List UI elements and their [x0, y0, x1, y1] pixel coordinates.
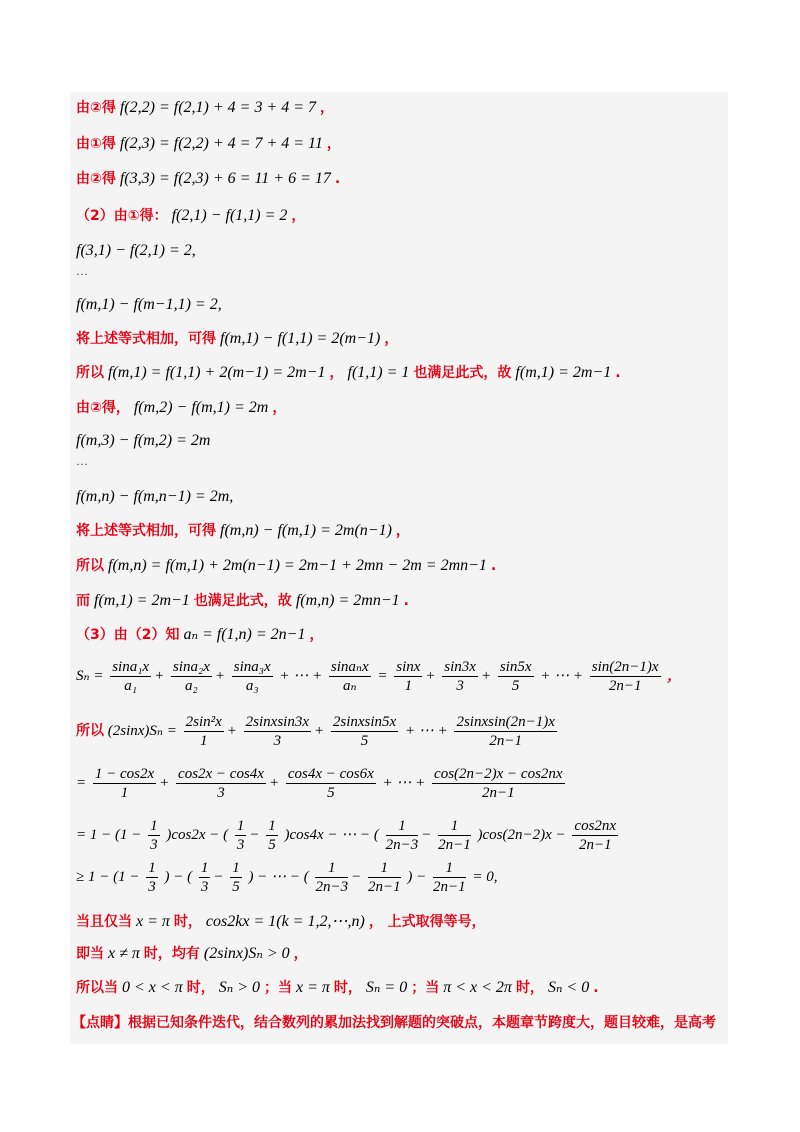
label: （2）由①得： — [76, 208, 168, 224]
fraction — [454, 713, 556, 750]
line-2 — [76, 133, 341, 155]
label: 也满足此式，故 — [193, 593, 292, 609]
numerator: 1 — [200, 860, 209, 876]
denominator: aₙ — [342, 678, 357, 694]
denominator: 1 — [404, 678, 413, 694]
label: 所以 — [76, 558, 104, 574]
fraction — [331, 713, 398, 750]
formula: x ≠ π — [108, 945, 140, 962]
formula: 0 < x < π — [122, 979, 183, 996]
label: 由②得 — [76, 100, 116, 116]
formula: f(m,n) − f(m,1) = 2m(n−1) — [220, 522, 392, 539]
denominator: 2n−1 — [438, 837, 471, 853]
numerator: sinx — [396, 659, 421, 675]
label: 当且仅当 — [76, 914, 132, 930]
line-15 — [76, 624, 323, 646]
fraction — [394, 658, 422, 695]
punct: . — [334, 171, 341, 187]
label: 即当 — [76, 946, 104, 962]
denominator: 5 — [327, 785, 335, 801]
label: 时， — [333, 980, 362, 996]
fraction — [433, 859, 466, 896]
line-6 — [76, 294, 222, 316]
formula: x = π — [136, 913, 170, 930]
fraction — [232, 658, 273, 695]
ellipsis-1: … — [76, 264, 89, 278]
denominator: 3 — [200, 879, 209, 895]
formula: f(m,n) = f(m,1) + 2m(n−1) = 2m−1 + 2mn − 2m = 2mn−1 — [108, 557, 487, 574]
numerator: sina₁x — [112, 659, 150, 675]
numerator: 1 — [150, 818, 158, 834]
numerator: 2sinxsin5x — [332, 714, 397, 730]
denominator: a₁ — [124, 678, 137, 694]
fraction — [315, 859, 348, 896]
formula: f(m,1) = 2m−1 — [515, 364, 612, 381]
line-23-comment — [72, 1012, 716, 1034]
fraction — [572, 817, 618, 854]
label: ；当 — [411, 980, 440, 996]
line-3 — [76, 168, 340, 190]
formula-2sinx-sn: 所以 (2sinx)Sₙ = $\frac{\text{2sin²x}}{1}$ + $\frac{\text{2sinxsin3x}}{3}$ + $\frac{\text{2sinxsin5x}}{5}$ + ⋯ + $\frac{\text{2sinxsin(2n−1)x}}{2n-1}$ — [76, 714, 555, 749]
formula: (2sinx)Sₙ > 0 — [203, 945, 290, 962]
numerator: 2sinxsin(2n−1)x — [456, 714, 555, 730]
formula-part: Sₙ = — [76, 667, 104, 684]
line-1 — [76, 97, 334, 119]
formula-part: + ⋯ + — [279, 667, 323, 684]
formula-part: )cos2x − ( — [166, 826, 229, 843]
denominator: 3 — [456, 678, 464, 694]
numerator: cos(2n−2)x − cos2nx — [434, 766, 563, 782]
numerator: 1 — [438, 817, 471, 836]
numerator: sin5x — [499, 659, 532, 675]
denominator: 3 — [273, 733, 282, 749]
punct: . — [403, 593, 409, 609]
formula: Sₙ < 0 — [547, 979, 590, 996]
punct: ， — [667, 667, 682, 684]
formula: aₙ = f(1,n) = 2n−1 — [183, 626, 306, 643]
numerator: 1 — [232, 860, 240, 876]
numerator: 1 — [236, 818, 245, 834]
label: 时， — [515, 980, 544, 996]
numerator: cos4x − cos6x — [287, 766, 374, 782]
denominator: 1 — [120, 785, 129, 801]
formula-part: )cos4x − ⋯ − ( — [284, 826, 379, 843]
fraction — [93, 765, 156, 802]
numerator: 1 — [268, 818, 276, 834]
numerator: 1 — [148, 860, 156, 876]
line-8 — [76, 362, 621, 384]
label: 时， — [173, 914, 202, 930]
fraction — [244, 713, 311, 750]
line-10 — [76, 430, 210, 452]
formula: f(2,3) = f(2,2) + 4 = 7 + 4 = 11 — [119, 135, 323, 152]
numerator: cos2x − cos4x — [178, 766, 264, 782]
denominator: 2n−1 — [432, 879, 466, 895]
numerator: sina₂x — [172, 659, 210, 675]
fraction — [230, 859, 242, 896]
line-14 — [76, 590, 409, 612]
numerator: sinaₙx — [330, 659, 369, 675]
numerator: 1 — [433, 859, 466, 878]
numerator: 2sin²x — [185, 714, 222, 730]
formula: f(m,n) = 2mn−1 — [295, 592, 400, 609]
label: 由②得 — [76, 171, 116, 187]
numerator: sin3x — [444, 659, 476, 675]
label: 也满足此式，故 — [413, 365, 512, 381]
ellipsis-2: … — [76, 454, 89, 468]
formula-part: + ⋯ + — [404, 722, 448, 739]
fraction — [176, 765, 266, 802]
line-22 — [76, 977, 599, 999]
formula: f(2,2) = f(2,1) + 4 = 3 + 4 = 7 — [119, 99, 317, 116]
comment-text: 【点睛】根据已知条件迭代，结合数列的累加法找到解题的突破点，本题章节跨度大，题目较难，是高考 — [72, 1015, 716, 1031]
denominator: 3 — [236, 837, 245, 853]
formula-part: ≥ 1 − (1 − — [76, 868, 140, 885]
formula: Sₙ > 0 — [218, 979, 260, 996]
punct: . — [615, 365, 621, 381]
label: 由②得， — [76, 400, 130, 416]
fraction — [148, 817, 160, 854]
formula: f(1,1) = 1 — [347, 364, 410, 381]
label: 时，均有 — [143, 946, 200, 962]
denominator: 2n−3 — [385, 837, 419, 853]
formula-regroup: = 1 − (1 − $\frac{1}{3}$ )cos2x − ( $\frac{1}{3}$ − $\frac{1}{5}$ )cos4x − ⋯ − ( $\frac{1}{2n-3}$ − $\frac{1}{2n-1}$ )cos(2n−2)x − $\frac{\cos 2nx}{2n-1}$ — [76, 818, 617, 853]
numerator: 1 − cos2x — [94, 766, 155, 782]
formula: f(m,1) − f(m−1,1) = 2, — [76, 296, 222, 313]
denominator: 1 — [199, 733, 208, 749]
punct: ， — [272, 400, 287, 416]
punct: ， — [320, 100, 335, 116]
formula-part: ) − ⋯ − ( — [248, 868, 309, 885]
fraction — [171, 658, 212, 695]
formula: cos2kx = 1(k = 1,2,⋯,n) — [205, 913, 365, 930]
denominator: 5 — [511, 678, 520, 694]
formula-part: + ⋯ + — [540, 667, 584, 684]
label: （3）由（2）知 — [76, 627, 180, 643]
punct: ， — [326, 136, 341, 152]
line-9 — [76, 397, 286, 419]
line-13 — [76, 555, 496, 577]
formula-inequality: ≥ 1 − (1 − $\frac{1}{3}$ ) − ( $\frac{1}{3}$ − $\frac{1}{5}$ ) − ⋯ − ( $\frac{1}{2n-3}$ − $\frac{1}{2n-1}$ ) − $\frac{1}{2n-1}$ = 0, — [76, 860, 498, 895]
fraction — [432, 765, 565, 802]
label: 所以当 — [76, 980, 118, 996]
denominator: a₃ — [245, 678, 259, 694]
fraction — [590, 658, 661, 695]
punct: ， — [291, 208, 306, 224]
label: ， 上式取得等号， — [368, 914, 486, 930]
line-21 — [76, 943, 308, 965]
formula-part: (2sinx)Sₙ = — [107, 722, 177, 739]
formula: f(m,1) − f(1,1) = 2(m−1) — [220, 330, 381, 347]
label: 所以 — [76, 722, 104, 739]
formula-part: = — [377, 667, 388, 684]
fraction — [498, 658, 534, 695]
denominator: 2n−1 — [367, 879, 401, 895]
denominator: 3 — [148, 879, 156, 895]
fraction — [184, 713, 224, 750]
numerator: 1 — [386, 817, 419, 836]
numerator: 2sinxsin3x — [245, 714, 309, 730]
fraction — [235, 817, 247, 854]
punct: . — [593, 980, 599, 996]
formula: f(m,n) − f(m,n−1) = 2m, — [76, 488, 234, 505]
punct: . — [490, 558, 497, 574]
formula-part: ) − — [407, 868, 427, 885]
punct: ， — [309, 627, 324, 643]
fraction — [442, 658, 478, 695]
formula-part: ) − ( — [164, 868, 193, 885]
formula: π < x < 2π — [443, 979, 512, 996]
line-5 — [76, 240, 196, 262]
formula: f(3,1) − f(2,1) = 2, — [76, 242, 196, 259]
label: ；当 — [264, 980, 292, 996]
denominator: 5 — [232, 879, 240, 895]
fraction — [286, 765, 376, 802]
formula: f(m,3) − f(m,2) = 2m — [76, 432, 211, 449]
fraction — [110, 658, 151, 695]
denominator: 5 — [360, 733, 369, 749]
formula-sn-sum: Sₙ = $\frac{\text{sina₁x}}{\text{a₁}}$ + $\frac{\text{sina₂x}}{\text{a₂}}$ + $\frac{\text{sina₃x}}{\text{a₃}}$ + ⋯ + sinaₙx aₙ = $\frac{\sin x}{1}$ + $\frac{\sin 3x}{3}$ + $\frac{\sin 5x}{5}$ + ⋯ + $\frac{\sin(2n-1)x}{2n-1}$ ， — [76, 659, 682, 694]
punct: ， — [395, 523, 410, 539]
formula-part: = 1 − (1 − — [76, 826, 142, 843]
formula: f(m,1) = f(1,1) + 2(m−1) = 2m−1 — [108, 364, 326, 381]
formula: f(m,1) = 2m−1 — [94, 592, 190, 609]
fraction — [386, 817, 419, 854]
label: 由①得 — [76, 136, 116, 152]
numerator: 1 — [368, 859, 401, 878]
formula-part: + ⋯ + — [382, 774, 426, 791]
line-11 — [76, 486, 233, 508]
fraction — [438, 817, 471, 854]
punct: ， — [293, 946, 308, 962]
numerator: sin(2n−1)x — [591, 659, 659, 675]
numerator: cos2nx — [574, 818, 617, 834]
fraction — [329, 658, 371, 695]
formula-cos-diff: = $\frac{1 - \cos 2x}{1}$ + $\frac{\cos 2x - \cos 4x}{3}$ + $\frac{\cos 4x - \cos 6x}{5}$ + ⋯ + $\frac{\cos(2n-2)x - \cos 2nx}{2n-1}$ — [76, 766, 563, 801]
denominator: 2n−1 — [578, 837, 612, 853]
denominator: a₂ — [185, 678, 198, 694]
denominator: 3 — [217, 785, 225, 801]
line-7 — [76, 328, 398, 350]
formula: f(3,3) = f(2,3) + 6 = 11 + 6 = 17 — [119, 170, 331, 187]
denominator: 2n−1 — [489, 733, 522, 749]
label: 所以 — [76, 365, 104, 381]
line-4 — [76, 205, 305, 227]
label: 将上述等式相加，可得 — [76, 523, 216, 539]
fraction — [146, 859, 158, 896]
formula: Sₙ = 0 — [365, 979, 408, 996]
label: 而 — [76, 593, 90, 609]
fraction — [368, 859, 401, 896]
label: 将上述等式相加，可得 — [76, 331, 216, 347]
label: 时， — [186, 980, 215, 996]
numerator: 1 — [315, 859, 348, 878]
fraction — [199, 859, 211, 896]
numerator: sina₃x — [233, 659, 271, 675]
formula-part: )cos(2n−2)x − — [477, 826, 566, 843]
denominator: 3 — [150, 837, 158, 853]
line-12 — [76, 520, 410, 542]
denominator: 2n−1 — [608, 678, 642, 694]
formula: x = π — [296, 979, 330, 996]
formula-part: = 0, — [472, 868, 498, 885]
fraction — [266, 817, 278, 854]
formula-part: = — [76, 774, 87, 791]
denominator: 2n−3 — [315, 879, 349, 895]
formula: f(m,2) − f(m,1) = 2m — [133, 399, 269, 416]
formula: f(2,1) − f(1,1) = 2 — [171, 207, 288, 224]
punct: ， — [384, 331, 399, 347]
line-20 — [76, 911, 486, 933]
denominator: 5 — [268, 837, 276, 853]
punct: ， — [329, 365, 344, 381]
denominator: 2n−1 — [481, 785, 515, 801]
